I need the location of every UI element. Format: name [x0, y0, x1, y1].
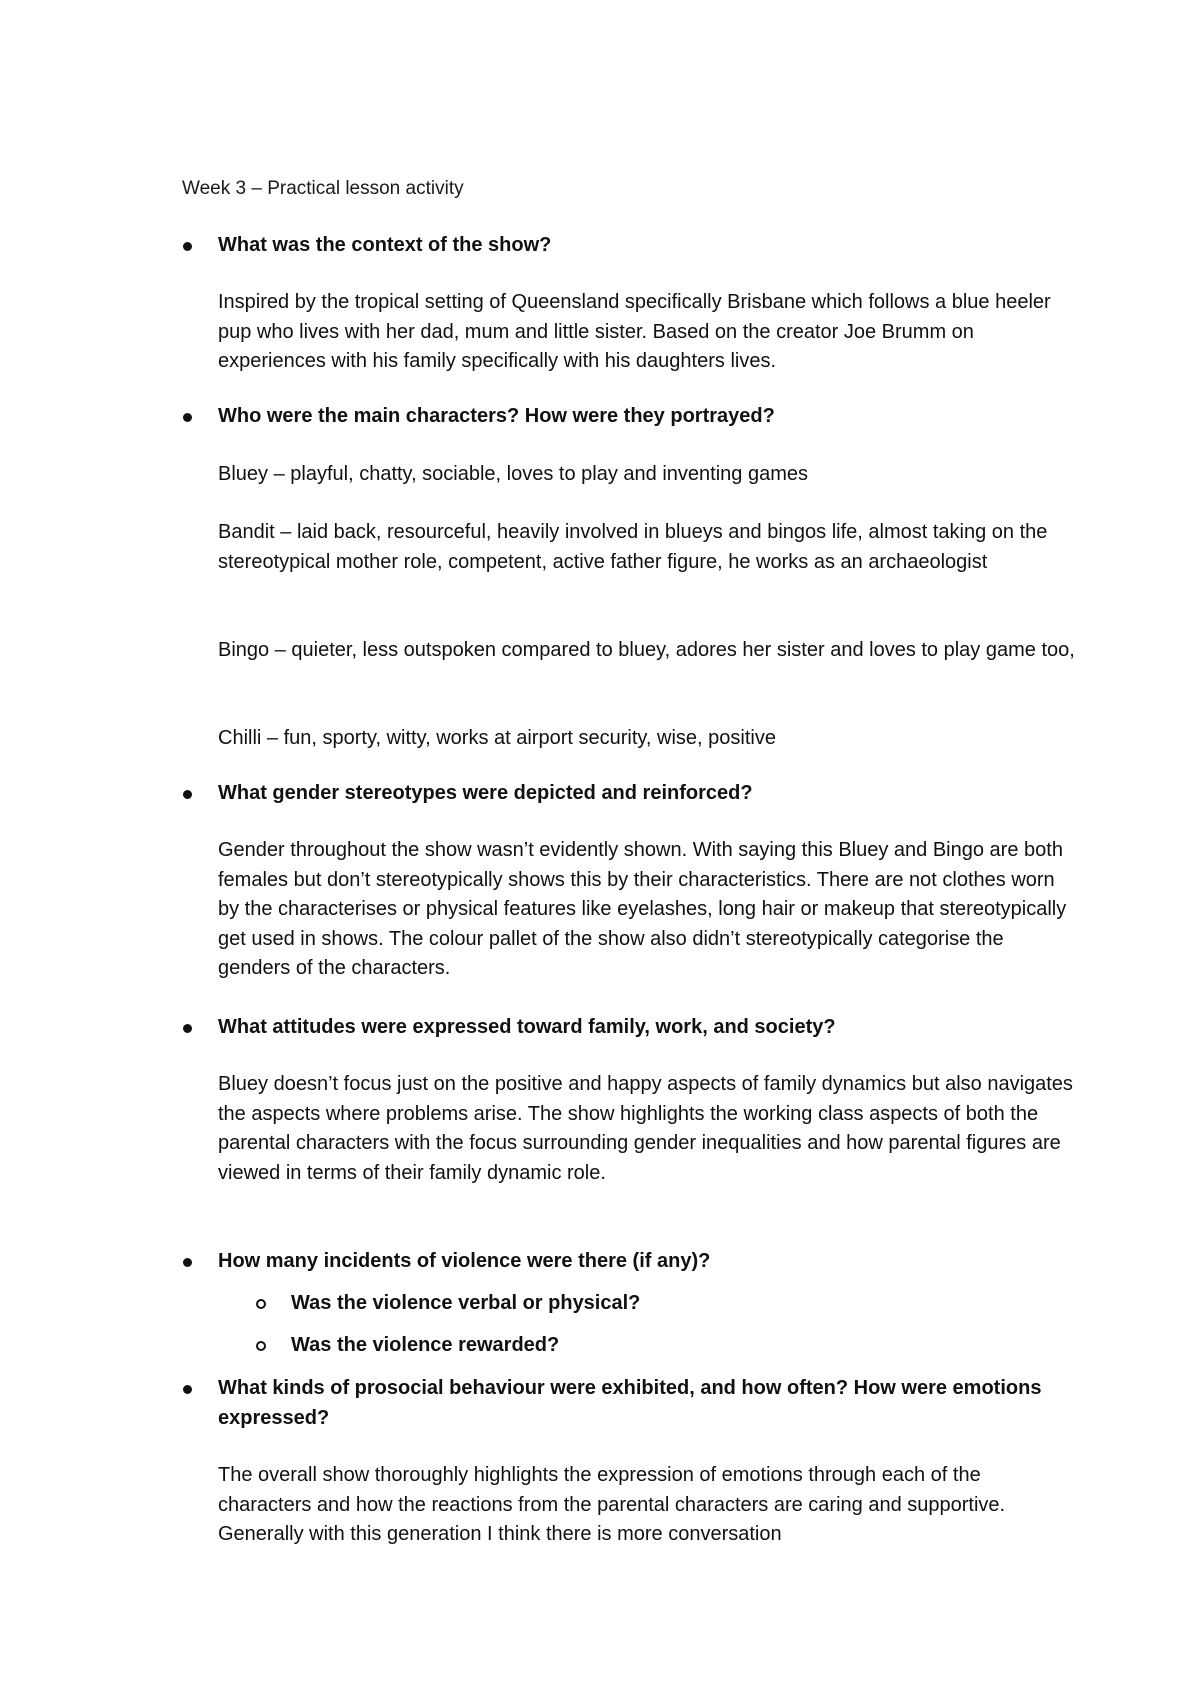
question-attitudes: What attitudes were expressed toward family, work, and society? [218, 1016, 836, 1038]
question-gender-stereotypes: What gender stereotypes were depicted and reinforced? [218, 782, 753, 804]
document-title: Week 3 – Practical lesson activity [182, 178, 464, 199]
sub-question-violence-type: Was the violence verbal or physical? [291, 1292, 641, 1314]
question-context: What was the context of the show? [218, 234, 552, 256]
bullet-icon [183, 790, 192, 799]
bullet-icon [183, 242, 192, 251]
question-prosocial: What kinds of prosocial behaviour were exhibited, and how often? How were emotions expressed? [218, 1377, 1042, 1429]
sub-bullet-icon [256, 1341, 266, 1351]
question-violence: How many incidents of violence were there (if any)? [218, 1250, 711, 1272]
answer-bingo: Bingo – quieter, less outspoken compared to bluey, adores her sister and loves to play game too, [218, 639, 1075, 661]
sub-bullet-icon [256, 1299, 266, 1309]
question-characters: Who were the main characters? How were they portrayed? [218, 405, 775, 427]
answer-bluey: Bluey – playful, chatty, sociable, loves to play and inventing games [218, 463, 808, 485]
bullet-icon [183, 1024, 192, 1033]
sub-question-violence-rewarded: Was the violence rewarded? [291, 1334, 560, 1356]
bullet-icon [183, 413, 192, 422]
answer-chilli: Chilli – fun, sporty, witty, works at airport security, wise, positive [218, 727, 776, 749]
answer-gender-stereotypes: Gender throughout the show wasn’t evidently shown. With saying this Bluey and Bingo are both females but don’t stereotypically shows this by their characteristics. There are not clothes worn by the characterises or physical features like eyelashes, long hair or makeup that stereotypically get used in shows. The colour pallet of the show also didn’t stereotypically categorise the genders of the characters. [218, 839, 1067, 979]
bullet-icon [183, 1258, 192, 1267]
answer-context: Inspired by the tropical setting of Queensland specifically Brisbane which follows a blue heeler pup who lives with her dad, mum and little sister. Based on the creator Joe Brumm on experiences with his family specifically with his daughters lives. [218, 291, 1051, 372]
answer-attitudes: Bluey doesn’t focus just on the positive and happy aspects of family dynamics but also navigates the aspects where problems arise. The show highlights the working class aspects of both the parental characters with the focus surrounding gender inequalities and how parental figures are viewed in terms of their family dynamic role. [218, 1073, 1073, 1184]
answer-bandit: Bandit – laid back, resourceful, heavily involved in blueys and bingos life, almost taking on the stereotypical mother role, competent, active father figure, he works as an archaeologist [218, 521, 1048, 573]
bullet-icon [183, 1385, 192, 1394]
answer-prosocial: The overall show thoroughly highlights the expression of emotions through each of the characters and how the reactions from the parental characters are caring and supportive. Generally with this generation I think there is more conversation [218, 1464, 1006, 1545]
